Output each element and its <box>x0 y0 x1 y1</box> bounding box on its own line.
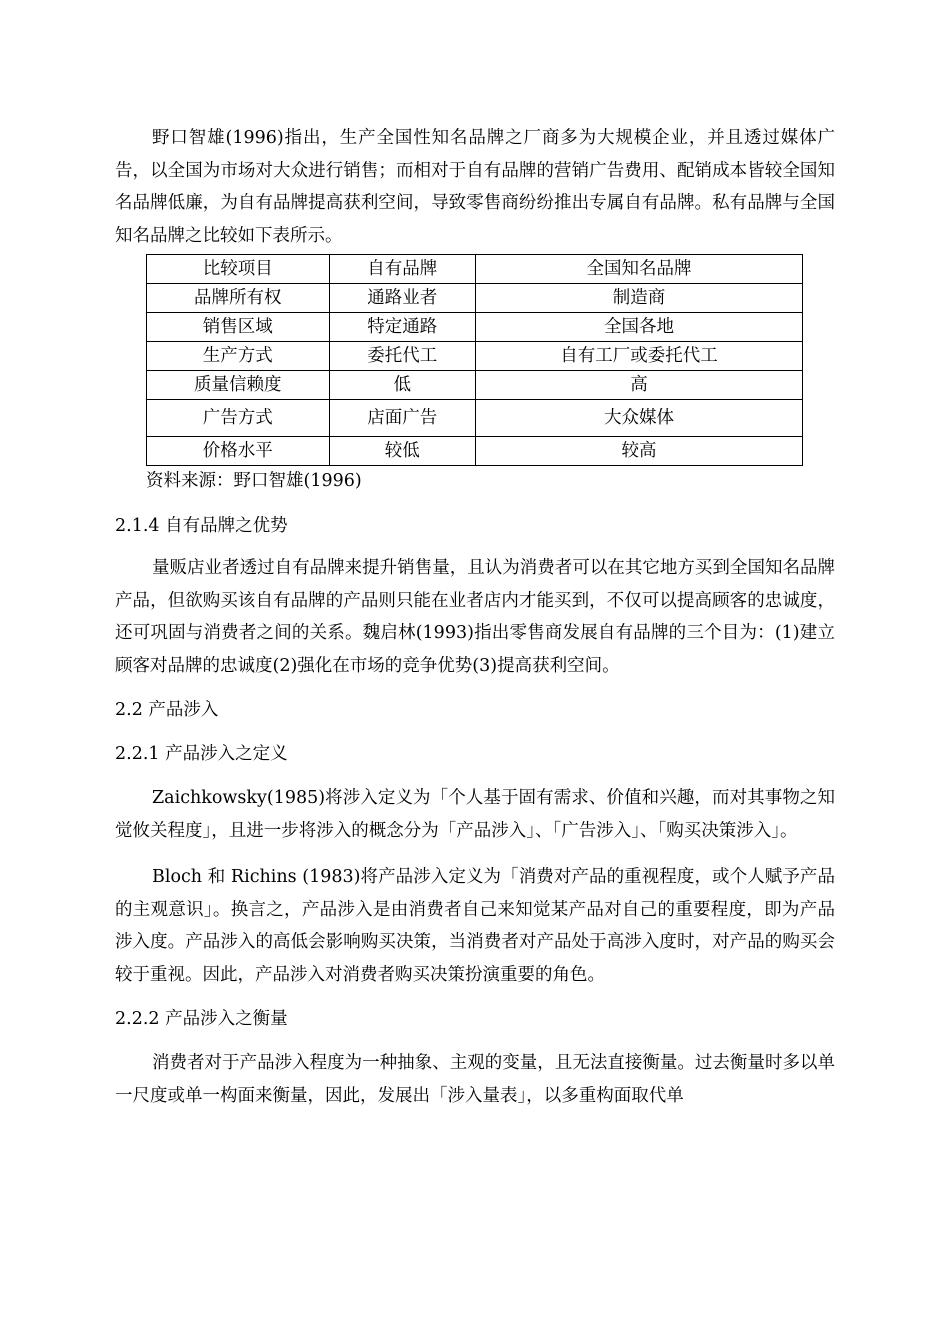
brand-comparison-table <box>146 254 803 466</box>
table-cell: 大众媒体 <box>476 400 803 437</box>
table-row <box>147 342 803 371</box>
section-heading-2-2-2: 2.2.2 产品涉入之衡量 <box>115 1009 288 1029</box>
table-cell: 低 <box>329 371 475 400</box>
section-heading-2-2-1: 2.2.1 产品涉入之定义 <box>115 744 288 764</box>
section-heading-2-1-4: 2.1.4 自有品牌之优势 <box>115 516 288 536</box>
table-row <box>147 371 803 400</box>
table-cell: 价格水平 <box>147 437 330 466</box>
table-cell: 生产方式 <box>147 342 330 371</box>
table-cell: 较高 <box>476 437 803 466</box>
section-2-2-1-paragraph-2: Bloch 和 Richins (1983)将产品涉入定义为「消费对产品的重视程度，或个人赋予产品的主观意识」。换言之，产品涉入是由消费者自己来知觉某产品对自己的重要程度，即为产品涉入度。产品涉入的高低会影响购买决策，当消费者对产品处于高涉入度时，对产品的购买会较于重视。因此，产品涉入对消费者购买决策扮演重要的角色。 <box>115 867 835 985</box>
table-row <box>147 437 803 466</box>
table-cell: 店面广告 <box>329 400 475 437</box>
table-cell: 高 <box>476 371 803 400</box>
table-row <box>147 284 803 313</box>
table-cell: 广告方式 <box>147 400 330 437</box>
table-header-cell: 自有品牌 <box>329 255 475 284</box>
table-cell: 质量信赖度 <box>147 371 330 400</box>
table-header-row <box>147 255 803 284</box>
table-cell: 销售区域 <box>147 313 330 342</box>
table-cell: 通路业者 <box>329 284 475 313</box>
table-header-cell: 全国知名品牌 <box>476 255 803 284</box>
table-row <box>147 400 803 437</box>
table-cell: 较低 <box>329 437 475 466</box>
section-2-2-2-paragraph: 消费者对于产品涉入程度为一种抽象、主观的变量，且无法直接衡量。过去衡量时多以单一尺度或单一构面来衡量，因此，发展出「涉入量表」，以多重构面取代单 <box>115 1053 835 1106</box>
table-cell: 自有工厂或委托代工 <box>476 342 803 371</box>
table-cell: 品牌所有权 <box>147 284 330 313</box>
section-2-1-4-paragraph: 量贩店业者透过自有品牌来提升销售量，且认为消费者可以在其它地方买到全国知名品牌产品，但欲购买该自有品牌的产品则只能在业者店内才能买到，不仅可以提高顾客的忠诚度，还可巩固与消费者之间的关系。魏启林(1993)指出零售商发展自有品牌的三个目为：(1)建立顾客对品牌的忠诚度(2)强化在市场的竞争优势(3)提高获利空间。 <box>115 558 835 676</box>
section-heading-2-2: 2.2 产品涉入 <box>115 700 219 720</box>
section-2-2-1-paragraph-1: Zaichkowsky(1985)将涉入定义为「个人基于固有需求、价值和兴趣，而对其事物之知觉攸关程度」，且进一步将涉入的概念分为「产品涉入」、「广告涉入」、「购买决策涉入」。 <box>115 788 835 841</box>
table-source-note: 资料来源：野口智雄(1996) <box>146 471 362 491</box>
table-cell: 全国各地 <box>476 313 803 342</box>
table-row <box>147 313 803 342</box>
table-cell: 委托代工 <box>329 342 475 371</box>
table-cell: 特定通路 <box>329 313 475 342</box>
intro-paragraph: 野口智雄(1996)指出，生产全国性知名品牌之厂商多为大规模企业，并且透过媒体广告，以全国为市场对大众进行销售；而相对于自有品牌的营销广告费用、配销成本皆较全国知名品牌低廉，为自有品牌提高获利空间，导致零售商纷纷推出专属自有品牌。私有品牌与全国知名品牌之比较如下表所示。 <box>115 128 835 246</box>
table-header-cell: 比较项目 <box>147 255 330 284</box>
table-cell: 制造商 <box>476 284 803 313</box>
